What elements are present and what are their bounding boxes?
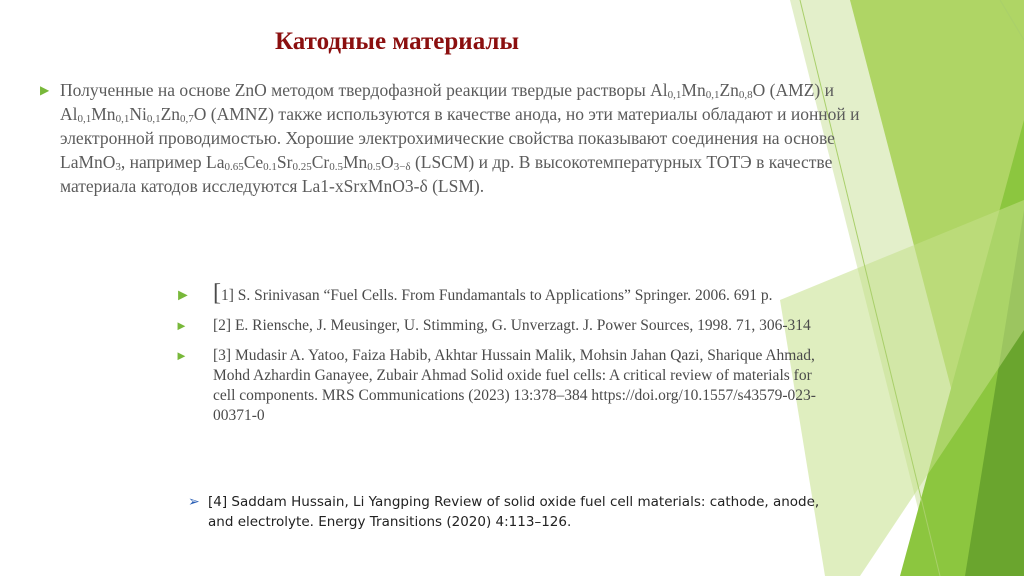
paragraph-text: Ce <box>243 152 264 172</box>
subscript-text: 3 <box>115 161 121 173</box>
reference-body: 1] S. Srinivasan “Fuel Cells. From Fundamantals to Applications” Springer. 2006. 691 p. <box>221 287 773 304</box>
paragraph-text: Zn <box>719 80 739 100</box>
subscript-text: 0,8 <box>738 89 753 101</box>
reference-list <box>175 280 825 426</box>
reference-text: [4] Saddam Hussain, Li Yangping Review of solid oxide fuel cell materials: cathode, anode, and electrolyte. Energy Transitions (2020) 4:113–126. <box>208 494 820 530</box>
paragraph-text: , например La <box>120 152 225 172</box>
reference-item <box>175 346 825 426</box>
bullet-arrow-icon: ► <box>175 287 191 304</box>
paragraph-text: Mn <box>342 152 368 172</box>
subscript-text: 0,1 <box>115 113 130 125</box>
paragraph-text: Mn <box>681 80 706 100</box>
paragraph-text: Mn <box>91 104 116 124</box>
arrow-bullet-icon: ➢ <box>188 494 200 510</box>
subscript-text: 0,1 <box>77 113 92 125</box>
reference-text: [3] Mudasir A. Yatoo, Faiza Habib, Akhtar Hussain Malik, Mohsin Jahan Qazi, Sharique Ahmad, Mohd Azhardin Ganayee, Zubair Ahmad Solid oxide fuel cells: A critical review of materials for cell components. MRS Communications (2023) 13:378–384 https://doi.org/10.1557/s43579-023-00371-0 <box>213 347 816 424</box>
subscript-text: 3−δ <box>393 161 411 173</box>
reference-item <box>175 316 825 336</box>
reference-bracket: [ <box>213 280 221 306</box>
paragraph-text: O <box>381 152 394 172</box>
paragraph-text: Ni <box>129 104 147 124</box>
subscript-text: 0,1 <box>146 113 161 125</box>
main-bullet <box>40 78 900 198</box>
reference-item <box>175 280 825 306</box>
subscript-text: 0.1 <box>263 161 277 173</box>
paragraph-text: O (AMZ) и Al <box>60 80 834 124</box>
subscript-text: 0,7 <box>180 113 194 125</box>
subscript-text: 0.5 <box>367 161 382 173</box>
subscript-text: 0.5 <box>329 161 343 173</box>
main-paragraph <box>60 78 900 198</box>
paragraph-text: Zn <box>160 104 181 124</box>
bullet-arrow-icon: ► <box>175 348 188 363</box>
bullet-arrow-icon: ▶ <box>40 83 50 97</box>
subscript-text: 0,1 <box>667 89 682 101</box>
reference-text: [2] E. Riensche, J. Meusinger, U. Stimming, G. Unverzagt. J. Power Sources, 1998. 71, 306-314 <box>213 317 811 334</box>
reference-text <box>213 280 773 306</box>
paragraph-text: (LSCM) и др. В высокотемпературных ТОТЭ в качестве материала катодов исследуются La1-xSrxMnO3-δ (LSM). <box>60 152 833 196</box>
subscript-text: 0.65 <box>224 161 244 173</box>
slide-title: Катодные материалы <box>275 28 519 55</box>
paragraph-text: Полученные на основе ZnO методом твердофазной реакции твердые растворы Al <box>60 80 668 100</box>
reference-item <box>188 492 828 532</box>
paragraph-text: O (AMNZ) также используются в качестве анода, но эти материалы обладают и ионной и электронной проводимостью. Хорошие электрохимические свойства показывают соединения на основе LaMnO <box>60 104 860 172</box>
bullet-arrow-icon: ► <box>175 318 188 333</box>
subscript-text: 0.25 <box>292 161 312 173</box>
paragraph-text: Cr <box>311 152 330 172</box>
paragraph-text: Sr <box>276 152 293 172</box>
subscript-text: 0,1 <box>705 89 720 101</box>
